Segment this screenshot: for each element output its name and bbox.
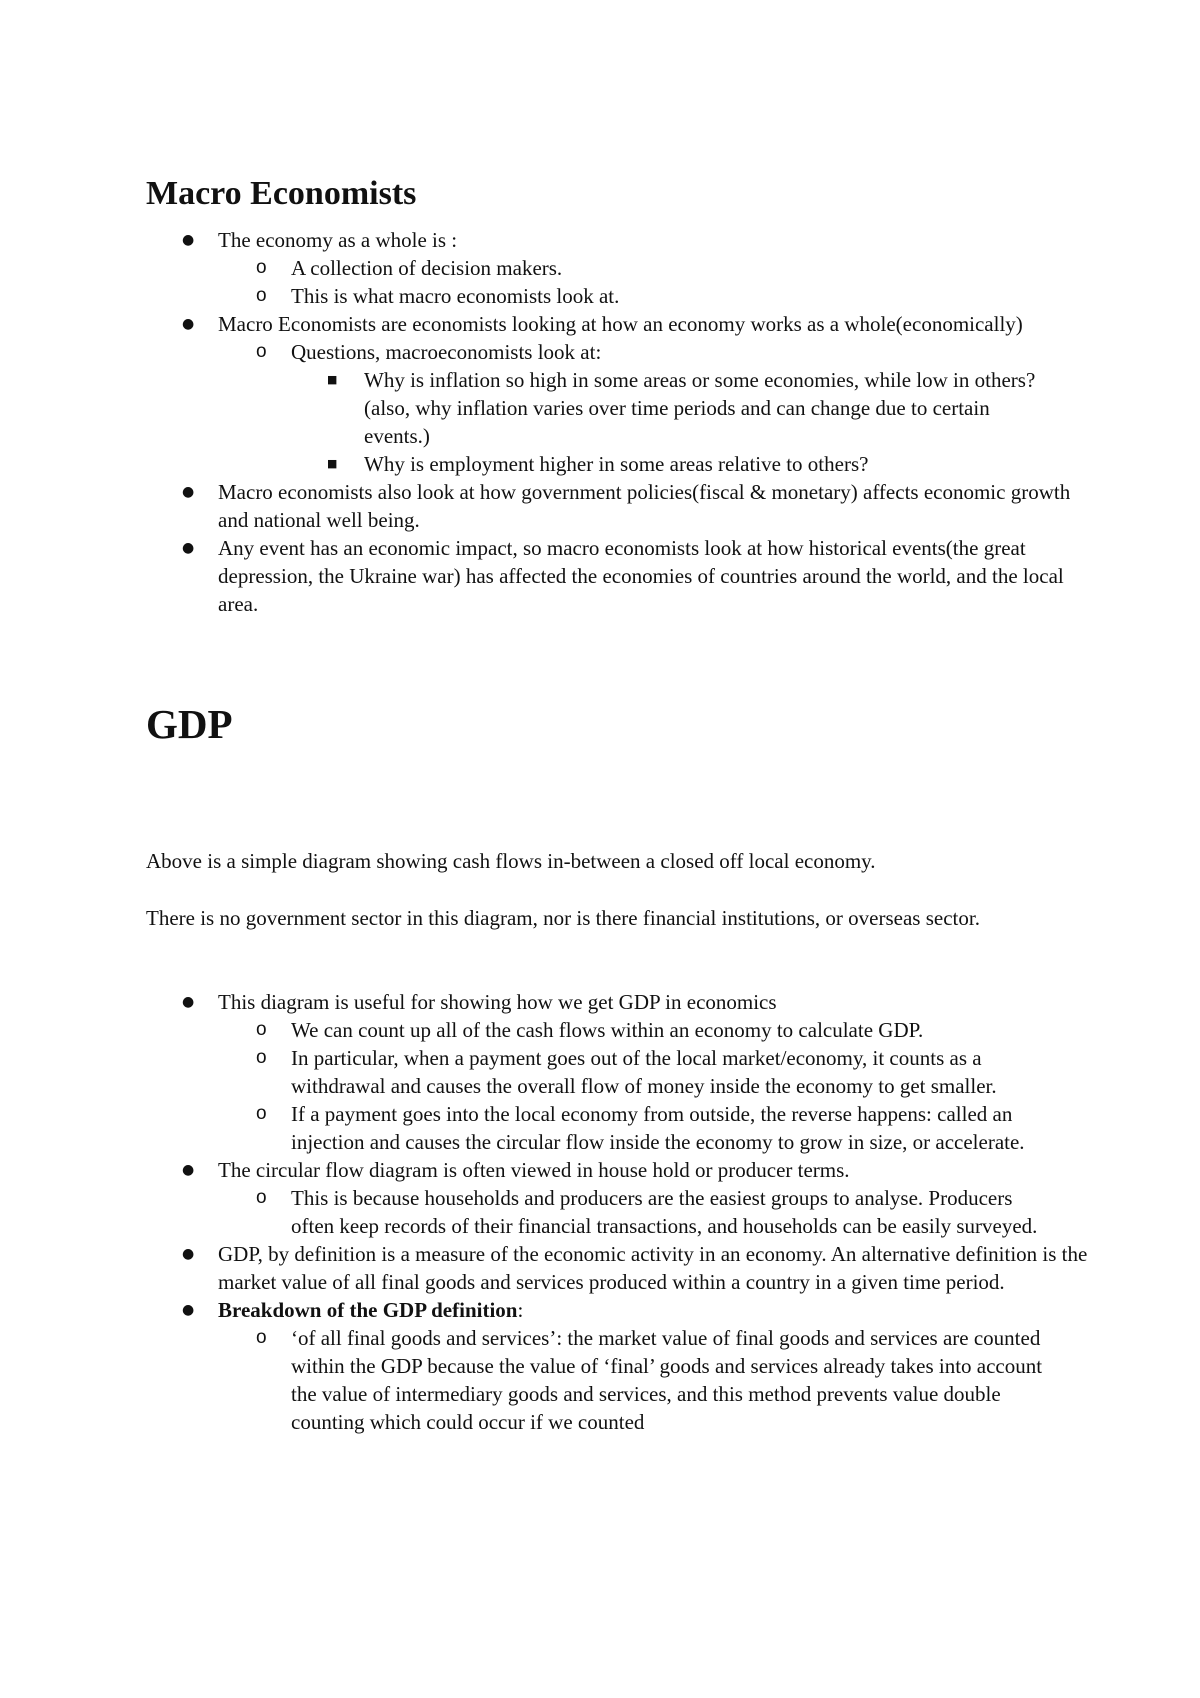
list-item — [0, 1324, 1051, 1436]
list-item — [0, 1044, 1051, 1100]
list-item — [0, 366, 1054, 450]
sub-bullet-icon: o — [256, 1187, 267, 1208]
list-item-text: This diagram is useful for showing how we get GDP in economics — [218, 990, 777, 1014]
list-item-text: Why is inflation so high in some areas or some economies, while low in others?(also, why inflation varies over time periods and can change due to certain events.) — [364, 368, 1036, 448]
gdp-list — [0, 988, 1200, 1436]
breakdown-suffix: : — [517, 1298, 524, 1322]
list-item — [0, 1240, 1088, 1296]
list-item — [0, 534, 1088, 618]
list-item-text: Any event has an economic impact, so macro economists look at how historical events(the great depression, the Ukraine war) has affected the economies of countries around the world, and the local area. — [218, 536, 1064, 616]
bullet-icon: ● — [182, 540, 195, 556]
bullet-icon: ● — [182, 316, 195, 332]
list-item — [0, 1016, 1051, 1044]
list-item-text: We can count up all of the cash flows within an economy to calculate GDP. — [291, 1018, 924, 1042]
list-item-text: Macro economists also look at how government policies(fiscal & monetary) affects economic growth and national well being. — [218, 480, 1071, 532]
sub-bullet-icon: o — [256, 1103, 267, 1124]
bullet-icon: ● — [182, 484, 195, 500]
list-item — [0, 226, 1088, 254]
list-item-text: GDP, by definition is a measure of the economic activity in an economy. An alternative definition is the market value of all final goods and services produced within a country in a given time period. — [218, 1242, 1088, 1294]
bullet-icon: ● — [182, 994, 195, 1010]
list-item-text: The economy as a whole is : — [218, 228, 458, 252]
list-item — [0, 338, 1051, 366]
sub-bullet-icon: o — [256, 1327, 267, 1348]
list-item — [0, 254, 1051, 282]
list-item-text: Macro Economists are economists looking at how an economy works as a whole(economically) — [218, 312, 1023, 336]
section-title-gdp: GDP — [146, 701, 233, 747]
list-item — [0, 310, 1088, 338]
list-item-text: ‘of all final goods and services’: the market value of final goods and services are counted within the GDP because the value of ‘final’ goods and services already takes into account the value of intermediary goods and services, and this method prevents value double counting which could occur if we counted — [291, 1326, 1043, 1434]
bullet-icon: ● — [182, 1246, 195, 1262]
bullet-icon: ● — [182, 1302, 195, 1318]
list-item-text: The circular flow diagram is often viewed in house hold or producer terms. — [218, 1158, 850, 1182]
sub-bullet-icon: o — [256, 257, 267, 278]
list-item — [0, 450, 1054, 478]
list-item-text: In particular, when a payment goes out of the local market/economy, it counts as a withdrawal and causes the overall flow of money inside the economy to get smaller. — [291, 1046, 997, 1098]
sub-bullet-icon: o — [256, 1019, 267, 1040]
list-item — [0, 1184, 1051, 1240]
sub-bullet-icon: o — [256, 1047, 267, 1068]
no-government-paragraph: There is no government sector in this diagram, nor is there financial institutions, or overseas sector. — [146, 906, 980, 930]
list-item — [0, 1100, 1051, 1156]
list-item — [0, 282, 1051, 310]
list-item-text: Questions, macroeconomists look at: — [291, 340, 602, 364]
sub-bullet-icon: o — [256, 341, 267, 362]
section-title-macro-economists: Macro Economists — [146, 175, 417, 212]
list-item — [0, 1156, 1088, 1184]
list-item — [0, 478, 1088, 534]
list-item-text: Why is employment higher in some areas relative to others? — [364, 452, 869, 476]
breakdown-label: Breakdown of the GDP definition — [218, 1298, 518, 1322]
list-item-text: A collection of decision makers. — [291, 256, 563, 280]
bullet-icon: ● — [182, 232, 195, 248]
macro-economists-list — [0, 226, 1200, 618]
list-item — [0, 1296, 1088, 1324]
sub-bullet-icon: o — [256, 285, 267, 306]
diagram-caption-paragraph: Above is a simple diagram showing cash flows in-between a closed off local economy. — [146, 849, 876, 873]
list-item-text: This is because households and producers are the easiest groups to analyse. Producers often keep records of their financial transactions, and households can be easily surveyed. — [291, 1186, 1038, 1238]
list-item-text: This is what macro economists look at. — [291, 284, 620, 308]
list-item-text: If a payment goes into the local economy from outside, the reverse happens: called an injection and causes the circular flow inside the economy to grow in size, or accelerate. — [291, 1102, 1025, 1154]
bullet-icon: ● — [182, 1162, 195, 1178]
list-item — [0, 988, 1088, 1016]
square-bullet-icon: ■ — [327, 373, 338, 386]
square-bullet-icon: ■ — [327, 457, 338, 470]
